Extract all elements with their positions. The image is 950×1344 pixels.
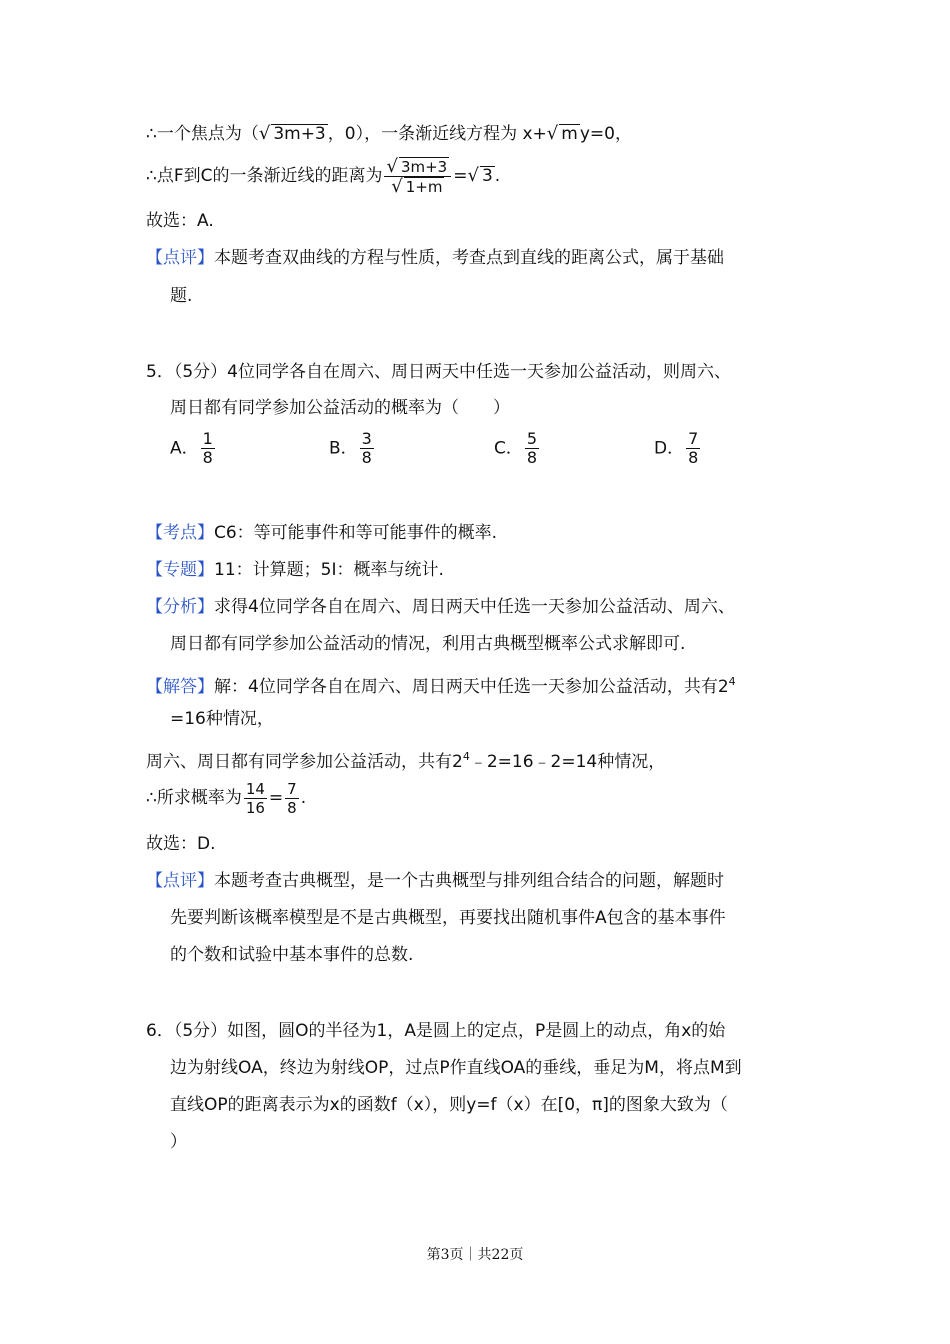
q5-option-b: B． $\frac{3}{8}$ [329, 429, 372, 467]
q5-comment-3: 的个数和试验中基本事件的总数. [170, 945, 414, 965]
q5-stem-1: 5．（5分）4位同学各自在周六、周日两天中任选一天参加公益活动，则周六、 [146, 362, 731, 382]
q5-line-3: 周六、周日都有同学参加公益活动，共有$2^4﹣2=16﹣2=14$种情况， [146, 750, 666, 772]
q5-option-d: D． $\frac{7}{8}$ [654, 429, 699, 467]
q5-stem-2: 周日都有同学参加公益活动的概率为（ ） [170, 398, 510, 418]
q5-fenxi-cont: 周日都有同学参加公益活动的情况，利用古典概型概率公式求解即可. [170, 634, 686, 654]
q6-stem-3: 直线OP的距离表示为x的函数f（x），则y=f（x）在[0，π]的图象大致为（ [170, 1095, 728, 1115]
q5-jieda: 【解答】解：4位同学各自在周六、周日两天中任选一天参加公益活动，共有$2^4$ [146, 675, 736, 697]
q5-option-a: A． $\frac{1}{8}$ [170, 429, 213, 467]
q6-stem-4: ） [170, 1132, 187, 1152]
q5-kaodian: 【考点】C6：等可能事件和等可能事件的概率. [146, 523, 498, 543]
comment-tag: 【点评】 [146, 248, 214, 268]
q5-option-c: C． $\frac{5}{8}$ [494, 429, 538, 467]
q5-jieda-cont: =16种情况， [170, 709, 274, 729]
q5-fenxi: 【分析】求得4位同学各自在周六、周日两天中任选一天参加公益活动、周六、 [146, 597, 735, 617]
q4-comment-cont: 题. [170, 286, 193, 306]
q5-comment: 【点评】本题考查古典概型，是一个古典概型与排列组合结合的问题，解题时 [146, 871, 724, 891]
sqrt-3m3: 3m+3 [273, 124, 326, 144]
q4-comment: 【点评】本题考查双曲线的方程与性质，考查点到直线的距离公式，属于基础 [146, 248, 724, 268]
focus-line: ∴一个焦点为（√ 3m+3 ，0），一条渐近线方程为 x+√ m y=0， [146, 123, 632, 144]
q5-zhuanti: 【专题】11：计算题；5I：概率与统计. [146, 560, 444, 580]
q5-comment-2: 先要判断该概率模型是不是古典概型，再要找出随机事件A包含的基本事件 [170, 908, 726, 928]
q5-probability: ∴所求概率为 $\frac{14}{16}$ = $\frac{7}{8}$ . [146, 779, 307, 817]
page-footer: 第3页｜共22页 [426, 1247, 524, 1263]
q5-choice: 故选：D. [146, 834, 216, 854]
sqrt-m: m [561, 124, 578, 144]
distance-fraction: $\frac{√ 3m+3}{√ 1+m}$ [384, 157, 451, 196]
q6-stem-2: 边为射线OA，终边为射线OP，过点P作直线OA的垂线，垂足为M，将点M到 [170, 1058, 742, 1078]
q6-stem-1: 6．（5分）如图，圆O的半径为1，A是圆上的定点，P是圆上的动点，角x的始 [146, 1021, 726, 1041]
distance-line: ∴点F到C的一条渐近线的距离为 $\frac{√ 3m+3}{√ 1+m}$ =√ 3 . [146, 155, 501, 197]
q4-choice: 故选：A. [146, 211, 214, 231]
